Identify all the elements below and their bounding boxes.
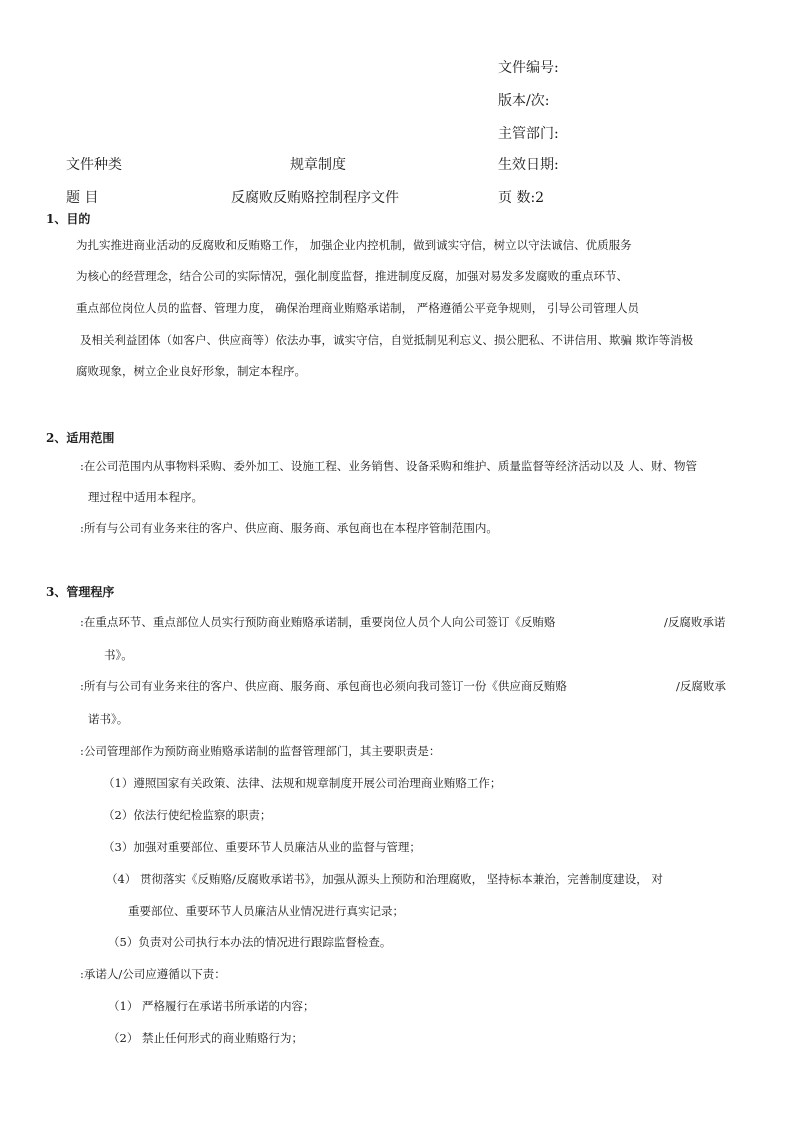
section-heading-scope: 2、适用范围: [46, 431, 115, 445]
doc-number-label: 文件编号:: [498, 60, 559, 76]
department-label: 主管部门:: [498, 126, 559, 142]
scope-item-line: 理过程中适用本程序。: [88, 490, 203, 504]
obligation-item: （1） 严格履行在承诺书所承诺的内容；: [108, 999, 315, 1013]
obligation-item: （2） 禁止任何形式的商业贿赂行为；: [108, 1031, 303, 1045]
scope-item-line: :所有与公司有业务来往的客户、供应商、服务商、承包商也在本程序管制范围内。: [80, 521, 498, 535]
document-title: 反腐败反贿赂控制程序文件: [231, 190, 399, 206]
version-label: 版本/次:: [498, 93, 550, 109]
effective-date-label: 生效日期:: [498, 157, 559, 173]
section-heading-procedure: 3、管理程序: [46, 585, 115, 599]
duty-item: （4） 贯彻落实《反贿赂/反腐败承诺书》，加强从源头上预防和治理腐败， 坚持标本兼治，完善制度建设， 对: [106, 872, 663, 886]
purpose-line: 重点部位岗位人员的监督、管理力度， 确保治理商业贿赂承诺制， 严格遵循公平竞争规则， 引导公司管理人员: [76, 301, 639, 315]
purpose-line: 为扎实推进商业活动的反腐败和反贿赂工作， 加强企业内控机制，做到诚实守信，树立以守法诚信、优质服务: [76, 238, 632, 252]
doc-type-label: 文件种类: [66, 157, 122, 173]
duty-item: （3）加强对重要部位、重要环节人员廉洁从业的监督与管理；: [103, 840, 421, 854]
duty-item: 重要部位、重要环节人员廉洁从业情况进行真实记录；: [128, 904, 404, 918]
scope-item-line: :在公司范围内从事物料采购、委外加工、设施工程、业务销售、设备采购和维护、质量监督等经济活动以及 人、财、物管: [80, 459, 698, 473]
procedure-item-line: 书》。: [104, 648, 133, 662]
procedure-item-line: :公司管理部作为预防商业贿赂承诺制的监督管理部门，其主要职责是：: [80, 744, 441, 758]
procedure-item-line: :所有与公司有业务来往的客户、供应商、服务商、承包商也必须向我司签订一份《供应商反贿赂: [80, 679, 567, 693]
duty-item: （2）依法行使纪检监察的职责；: [103, 808, 272, 822]
procedure-item-line: :在重点环节、重点部位人员实行预防商业贿赂承诺制，重要岗位人员个人向公司签订《反贿赂: [80, 615, 556, 629]
procedure-item-line: 诺书》。: [88, 712, 129, 726]
purpose-line: 腐败现象，树立企业良好形象，制定本程序。: [76, 364, 306, 378]
purpose-line: 为核心的经营理念，结合公司的实际情况，强化制度监督，推进制度反腐，加强对易发多发腐败的重点环节、: [76, 269, 628, 283]
procedure-item-line: :承诺人/公司应遵循以下责：: [80, 967, 226, 981]
procedure-item-line: /反腐败承诺: [664, 615, 726, 629]
page-count-label: 页 数:2: [498, 190, 545, 206]
title-label: 题 目: [66, 190, 99, 206]
duty-item: （1）遵照国家有关政策、法律、法规和规章制度开展公司治理商业贿赂工作；: [103, 776, 502, 790]
procedure-item-line: /反腐败承: [676, 679, 726, 693]
purpose-line: 及相关利益团体（如客户、供应商等）依法办事，诚实守信，自觉抵制见利忘义、损公肥私、不讲信用、欺骗 欺诈等消极: [80, 333, 694, 347]
doc-type-value: 规章制度: [290, 157, 346, 173]
section-heading-purpose: 1、目的: [46, 212, 91, 226]
duty-item: （5）负责对公司执行本办法的情况进行跟踪监督检查。: [108, 935, 392, 949]
